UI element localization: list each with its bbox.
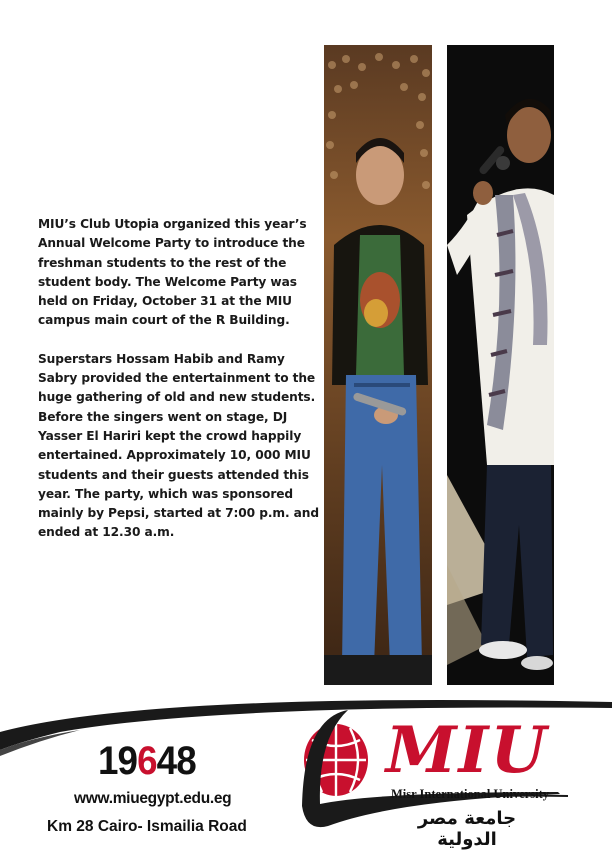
hotline-digits-start: 19	[98, 739, 138, 783]
article-body	[38, 215, 323, 562]
photo-singer-hossam-habib	[324, 45, 432, 685]
university-name-ar: جامعة مصر الدولية	[417, 808, 517, 850]
hotline-digits-end: 48	[156, 739, 196, 783]
website-url[interactable]: www.miuegypt.edu.eg	[74, 790, 232, 807]
miu-wordmark: MIU	[385, 713, 549, 788]
article-paragraph-1: MIU’s Club Utopia organized this year’s Annual Welcome Party to introduce the freshman students to the rest of the student body. The Welcome Party was held on Friday, October 31 at the MIU campus main court of the R Building.	[38, 217, 307, 328]
article-paragraph-2: Superstars Hossam Habib and Ramy Sabry provided the entertainment to the huge gathering of old and new students. Before the singers went on stage, DJ Yasser El Hariri kept the crowd happily entertained. Approximately 10, 000 MIU students and their guests attended this year. The party, which was sponsored mainly by Pepsi, started at 7:00 p.m. and ended at 12.30 a.m.	[38, 351, 319, 540]
campus-address: Km 28 Cairo- Ismailia Road	[47, 818, 247, 835]
university-name-en: Misr International University	[390, 787, 550, 801]
hotline-number	[98, 738, 228, 784]
hotline-digit-red: 6	[137, 739, 157, 783]
photo-singer-ramy-sabry	[447, 45, 554, 685]
